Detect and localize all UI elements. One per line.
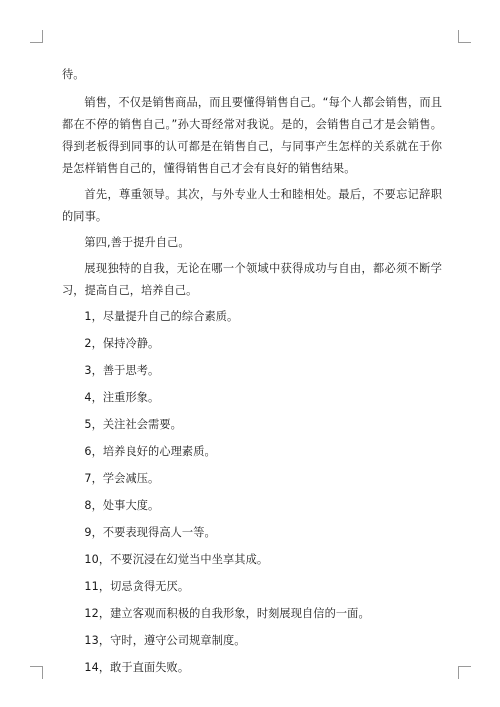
crop-mark-bottom-right: [458, 666, 471, 679]
list-item: 11，切忌贪得无厌。: [84, 580, 190, 593]
list-item: 13，守时，遵守公司规章制度。: [84, 634, 246, 647]
paragraph-colleagues: 首先，尊重领导。其次，与外专业人士和睦相处。最后，不要忘记辞职的同事。: [62, 188, 442, 223]
list-item: 3，善于思考。: [84, 364, 160, 377]
list-item: 6，培养良好的心理素质。: [84, 445, 216, 458]
paragraph-sell-yourself: 销售，不仅是销售商品，而且要懂得销售自己。“每个人都会销售，而且都在不停的销售自己。”孙大哥经常对我说。是的，会销售自己才是会销售。得到老板得到同事的认可都是在销售自己，与同事产生怎样的关系就在于你是怎样销售自己的，懂得销售自己才会有良好的销售结果。: [62, 96, 442, 175]
list-item: 5，关注社会需要。: [84, 418, 182, 431]
list-item: 10，不要沉浸在幻觉当中坐享其成。: [84, 553, 269, 566]
crop-mark-bottom-left: [30, 666, 43, 679]
list-item: 8，处事大度。: [84, 499, 160, 512]
crop-mark-top-right: [458, 30, 471, 43]
list-item: 9，不要表现得高人一等。: [84, 526, 216, 539]
document-body: [62, 64, 442, 684]
list-item: 1，尽量提升自己的综合素质。: [84, 310, 239, 323]
list-item: 12，建立客观而积极的自我形象，时刻展现自信的一面。: [84, 607, 370, 620]
list-item: 7，学会减压。: [84, 472, 160, 485]
list-item: 14，敢于直面失败。: [84, 661, 190, 674]
list-item: 2，保持冷静。: [84, 337, 160, 350]
section-heading-self-improvement: 第四,善于提升自己。: [84, 236, 190, 249]
crop-mark-top-left: [30, 30, 43, 43]
paragraph-unique-self: 展现独特的自我，无论在哪一个领域中获得成功与自由，都必须不断学习，提高自己，培养自己。: [62, 262, 442, 297]
list-item: 4，注重形象。: [84, 391, 160, 404]
paragraph-continuation: 待。: [62, 68, 85, 81]
